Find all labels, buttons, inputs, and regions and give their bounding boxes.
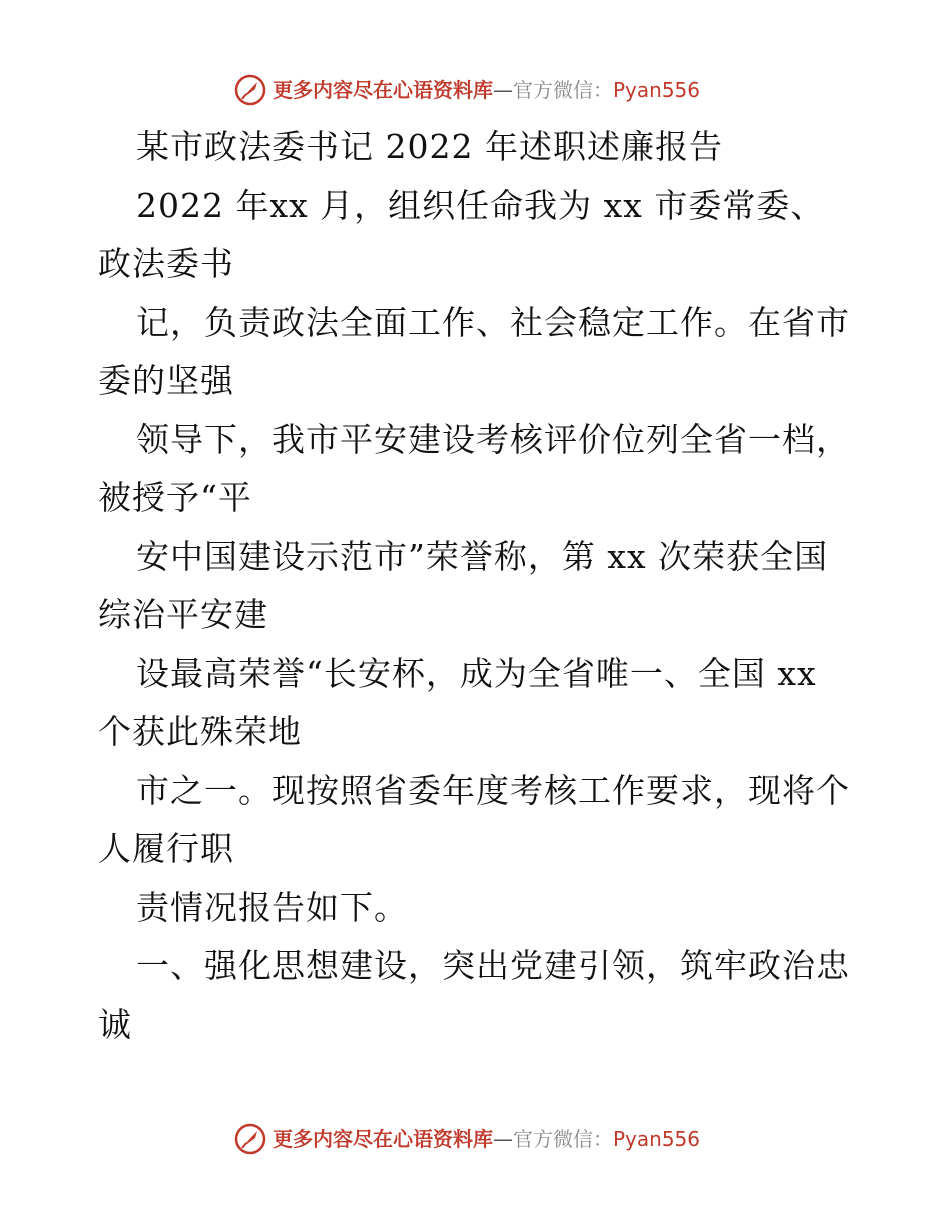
banner-main-text: 更多内容尽在心语资料库 [273, 78, 493, 102]
banner-text [273, 1129, 700, 1149]
text-line: 委的坚强 [98, 361, 234, 400]
banner-wechat-label: 官方微信： [513, 1127, 613, 1151]
document-body [98, 118, 858, 1054]
text-line: 2022 年xx 月，组织任命我为 xx 市委常委、 [136, 185, 825, 225]
text-line: 人履行职 [98, 829, 234, 868]
quill-pen-logo-icon [233, 1122, 267, 1156]
banner-dash: — [493, 1127, 513, 1151]
text-line: 一、强化思想建设，突出党建引领，筑牢政治忠 [136, 946, 850, 985]
text-line: 个获此殊荣地 [98, 712, 302, 751]
banner-main-text: 更多内容尽在心语资料库 [273, 1127, 493, 1151]
quill-pen-logo-icon [233, 73, 267, 107]
text-line: 责情况报告如下。 [136, 887, 408, 927]
banner-dash: — [493, 78, 513, 102]
text-line: 某市政法委书记 2022 年述职述廉报告 [136, 127, 723, 166]
text-line: 政法委书 [98, 244, 234, 283]
text-line: 综治平安建 [98, 595, 268, 634]
banner-wechat-id: Pyan556 [613, 78, 701, 102]
text-line: 记，负责政法全面工作、社会稳定工作。在省市 [136, 302, 850, 342]
text-line: 设最高荣誉“长安杯，成为全省唯一、全国 xx [136, 653, 817, 693]
text-line: 被授予“平 [98, 478, 252, 517]
header-banner [233, 70, 700, 110]
text-line: 领导下，我市平安建设考核评价位列全省一档， [136, 419, 850, 459]
text-line: 安中国建设示范市”荣誉称，第 xx 次荣获全国 [136, 536, 829, 576]
banner-wechat-label: 官方微信： [513, 78, 613, 102]
footer-banner [233, 1119, 700, 1159]
banner-wechat-id: Pyan556 [613, 1127, 701, 1151]
text-line: 诚 [98, 1004, 132, 1044]
text-line: 市之一。现按照省委年度考核工作要求，现将个 [136, 770, 850, 810]
banner-text [273, 80, 700, 100]
